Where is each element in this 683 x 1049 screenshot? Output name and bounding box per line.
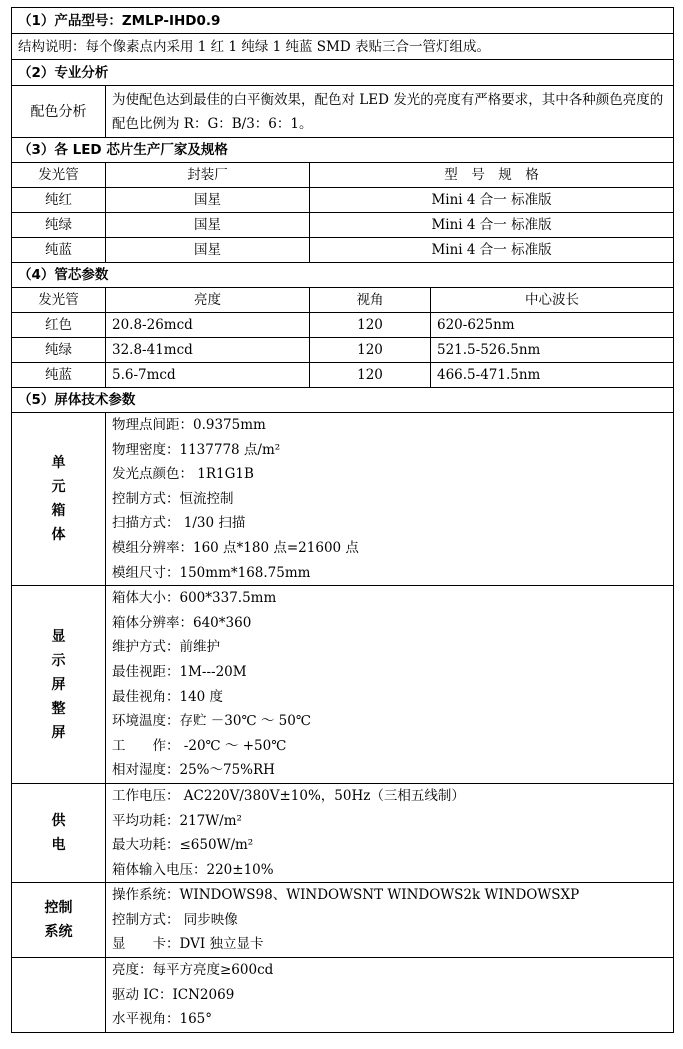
param-line: 最佳视角：140 度 — [112, 688, 224, 705]
param-line: 扫描方式： 1/30 扫描 — [112, 515, 246, 532]
section-2-title: （2）专业分析 — [12, 60, 674, 86]
table-row — [12, 188, 674, 213]
param-line: 模组分辨率：160 点*180 点=21600 点 — [112, 539, 359, 556]
die-col-header-brightness: 亮度 — [106, 288, 310, 313]
structure-description: 结构说明：每个像素点内采用 1 红 1 纯绿 1 纯蓝 SMD 表贴三合一管灯组成。 — [12, 34, 674, 60]
die-table-header-row — [12, 288, 674, 313]
die-wavelength: 466.5-471.5nm — [431, 363, 674, 388]
group-label-char: 示 — [51, 652, 66, 669]
section-4-title: （4）管芯参数 — [12, 263, 674, 288]
chip-col-header-packager: 封装厂 — [106, 163, 310, 188]
param-line: 最佳视距：1M---20M — [112, 663, 247, 680]
param-group-control — [12, 883, 674, 958]
die-wavelength: 521.5-526.5nm — [431, 338, 674, 363]
die-col-header-wavelength: 中心波长 — [431, 288, 674, 313]
table-row — [12, 313, 674, 338]
die-angle: 120 — [310, 338, 431, 363]
group-label-cabinet — [12, 413, 106, 586]
chip-col-header-led: 发光管 — [12, 163, 106, 188]
die-brightness: 20.8-26mcd — [106, 313, 310, 338]
die-led: 红色 — [12, 313, 106, 338]
param-line: 模组尺寸：150mm*168.75mm — [112, 564, 311, 581]
group-params-cabinet — [106, 413, 674, 586]
section-5-header-row — [12, 388, 674, 413]
param-line: 工作电压： AC220V/380V±10%，50Hz（三相五线制） — [112, 787, 465, 804]
group-label-char: 箱 — [51, 503, 66, 520]
section-2-header-row — [12, 60, 674, 86]
param-line: 箱体分辨率：640*360 — [112, 614, 252, 631]
section-5-title: （5）屏体技术参数 — [12, 388, 674, 413]
structure-row — [12, 34, 674, 60]
group-params-power — [106, 783, 674, 882]
die-brightness: 5.6-7mcd — [106, 363, 310, 388]
param-group-other — [12, 958, 674, 1033]
chip-led: 纯红 — [12, 188, 106, 213]
param-line: 维护方式：前维护 — [112, 639, 220, 656]
group-label-char: 体 — [51, 527, 66, 544]
die-led: 纯绿 — [12, 338, 106, 363]
param-line: 物理密度：1137778 点/m² — [112, 441, 281, 458]
die-brightness: 32.8-41mcd — [106, 338, 310, 363]
section-3-header-row — [12, 138, 674, 163]
param-line: 驱动 IC：ICN2069 — [112, 986, 235, 1003]
color-analysis-row — [12, 86, 674, 138]
group-label-char: 控制 — [44, 900, 73, 917]
table-row — [12, 363, 674, 388]
spec-table — [11, 7, 674, 1033]
group-params-display — [106, 586, 674, 784]
param-line: 箱体大小：600*337.5mm — [112, 590, 277, 607]
table-row — [12, 213, 674, 238]
section-3-title: （3）各 LED 芯片生产厂家及规格 — [12, 138, 674, 163]
param-line: 发光点颜色： 1R1G1B — [112, 466, 254, 483]
group-label-char: 屏 — [51, 724, 66, 741]
die-wavelength: 620-625nm — [431, 313, 674, 338]
spec-document — [11, 7, 673, 1033]
param-line: 箱体输入电压：220±10% — [112, 861, 274, 878]
param-line: 显 卡：DVI 独立显卡 — [112, 936, 264, 953]
chip-led: 纯绿 — [12, 213, 106, 238]
chip-spec: Mini 4 合一 标准版 — [310, 238, 674, 263]
section-1-header-row — [12, 8, 674, 34]
chip-packager: 国星 — [106, 213, 310, 238]
color-analysis-label: 配色分析 — [12, 86, 106, 138]
chip-spec: Mini 4 合一 标准版 — [310, 188, 674, 213]
param-line: 环境温度：存贮 －30℃ ～ 50℃ — [112, 713, 311, 730]
table-row — [12, 238, 674, 263]
group-label-control — [12, 883, 106, 958]
table-row — [12, 338, 674, 363]
chip-packager: 国星 — [106, 238, 310, 263]
param-line: 工 作： -20℃ ～ +50℃ — [112, 737, 287, 754]
chip-spec: Mini 4 合一 标准版 — [310, 213, 674, 238]
group-label-char: 整 — [51, 700, 66, 717]
param-group-cabinet — [12, 413, 674, 586]
param-line: 操作系统：WINDOWS98、WINDOWSNT WINDOWS2k WINDOWSXP — [112, 887, 580, 904]
chip-col-header-spec: 型 号 规 格 — [310, 163, 674, 188]
group-label-char: 电 — [51, 837, 66, 854]
group-label-power — [12, 783, 106, 882]
die-col-header-led: 发光管 — [12, 288, 106, 313]
chip-packager: 国星 — [106, 188, 310, 213]
group-label-char: 元 — [51, 479, 66, 496]
chip-table-header-row — [12, 163, 674, 188]
param-group-display — [12, 586, 674, 784]
param-line: 控制方式：恒流控制 — [112, 490, 234, 507]
group-label-char: 系统 — [44, 924, 73, 941]
group-label-char: 显 — [51, 628, 66, 645]
group-params-other — [106, 958, 674, 1033]
param-line: 相对湿度：25%～75%RH — [112, 762, 275, 779]
section-1-title: （1）产品型号：ZMLP-IHD0.9 — [12, 8, 674, 34]
param-line: 最大功耗：≤650W/m² — [112, 837, 254, 854]
param-line: 水平视角：165° — [112, 1011, 213, 1028]
param-line: 控制方式： 同步映像 — [112, 911, 238, 928]
die-angle: 120 — [310, 313, 431, 338]
die-led: 纯蓝 — [12, 363, 106, 388]
die-angle: 120 — [310, 363, 431, 388]
group-label-char: 单 — [51, 455, 66, 472]
die-col-header-angle: 视角 — [310, 288, 431, 313]
param-line: 亮度：每平方亮度≥600cd — [112, 962, 274, 979]
param-group-power — [12, 783, 674, 882]
group-label-char: 供 — [51, 813, 66, 830]
param-line: 平均功耗：217W/m² — [112, 812, 242, 829]
param-line: 物理点间距：0.9375mm — [112, 417, 266, 433]
color-analysis-text: 为使配色达到最佳的白平衡效果，配色对 LED 发光的亮度有严格要求，其中各种颜色亮度的配色比例为 R：G：B/3：6：1。 — [106, 86, 674, 138]
group-label-char: 屏 — [51, 676, 66, 693]
group-label-empty — [12, 958, 106, 1033]
group-params-control — [106, 883, 674, 958]
group-label-display — [12, 586, 106, 784]
section-4-header-row — [12, 263, 674, 288]
chip-led: 纯蓝 — [12, 238, 106, 263]
